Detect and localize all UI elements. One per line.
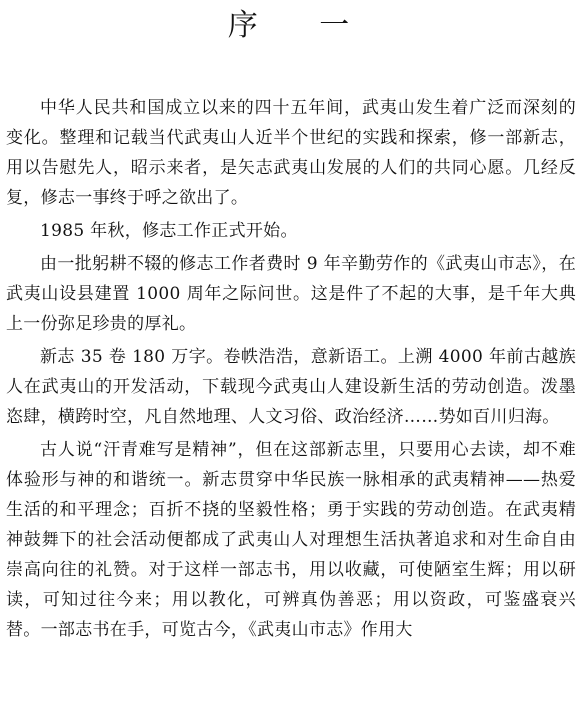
paragraph: 1985 年秋，修志工作正式开始。 <box>40 221 298 241</box>
paragraph: 新志 35 卷 180 万字。卷帙浩浩，意新语工。上溯 4000 年前古越族人在武夷山的开发活动，下载现今武夷山人建设新生活的劳动创造。泼墨恣肆，横跨时空，凡自然地理、人文习俗、政治经济……势如百川归海。 <box>6 347 576 427</box>
paragraph: 古人说“汗青难写是精神”，但在这部新志里，只要用心去读，却不难体验形与神的和谐统一。新志贯穿中华民族一脉相承的武夷精神——热爱生活的和平理念；百折不挠的坚毅性格；勇于实践的劳动创造。在武夷精神鼓舞下的社会活动便都成了武夷山人对理想生活执著追求和对生命自由崇高向往的礼赞。对于这样一部志书，用以收藏，可使陋室生辉；用以研读，可知过往今来；用以教化，可辨真伪善恶；用以资政，可鉴盛衰兴替。一部志书在手，可览古今，《武夷山市志》作用大 <box>6 440 576 640</box>
paragraph: 由一批躬耕不辍的修志工作者费时 9 年辛勤劳作的《武夷山市志》，在武夷山设县建置 1000 周年之际问世。这是件了不起的大事，是千年大典上一份弥足珍贵的厚礼。 <box>6 254 576 334</box>
document-body <box>6 93 576 648</box>
page-title: 序 一 <box>227 8 376 43</box>
paragraph: 中华人民共和国成立以来的四十五年间，武夷山发生着广泛而深刻的变化。整理和记载当代武夷山人近半个世纪的实践和探索，修一部新志，用以告慰先人，昭示来者，是矢志武夷山发展的人们的共同心愿。几经反复，修志一事终于呼之欲出了。 <box>6 98 576 208</box>
